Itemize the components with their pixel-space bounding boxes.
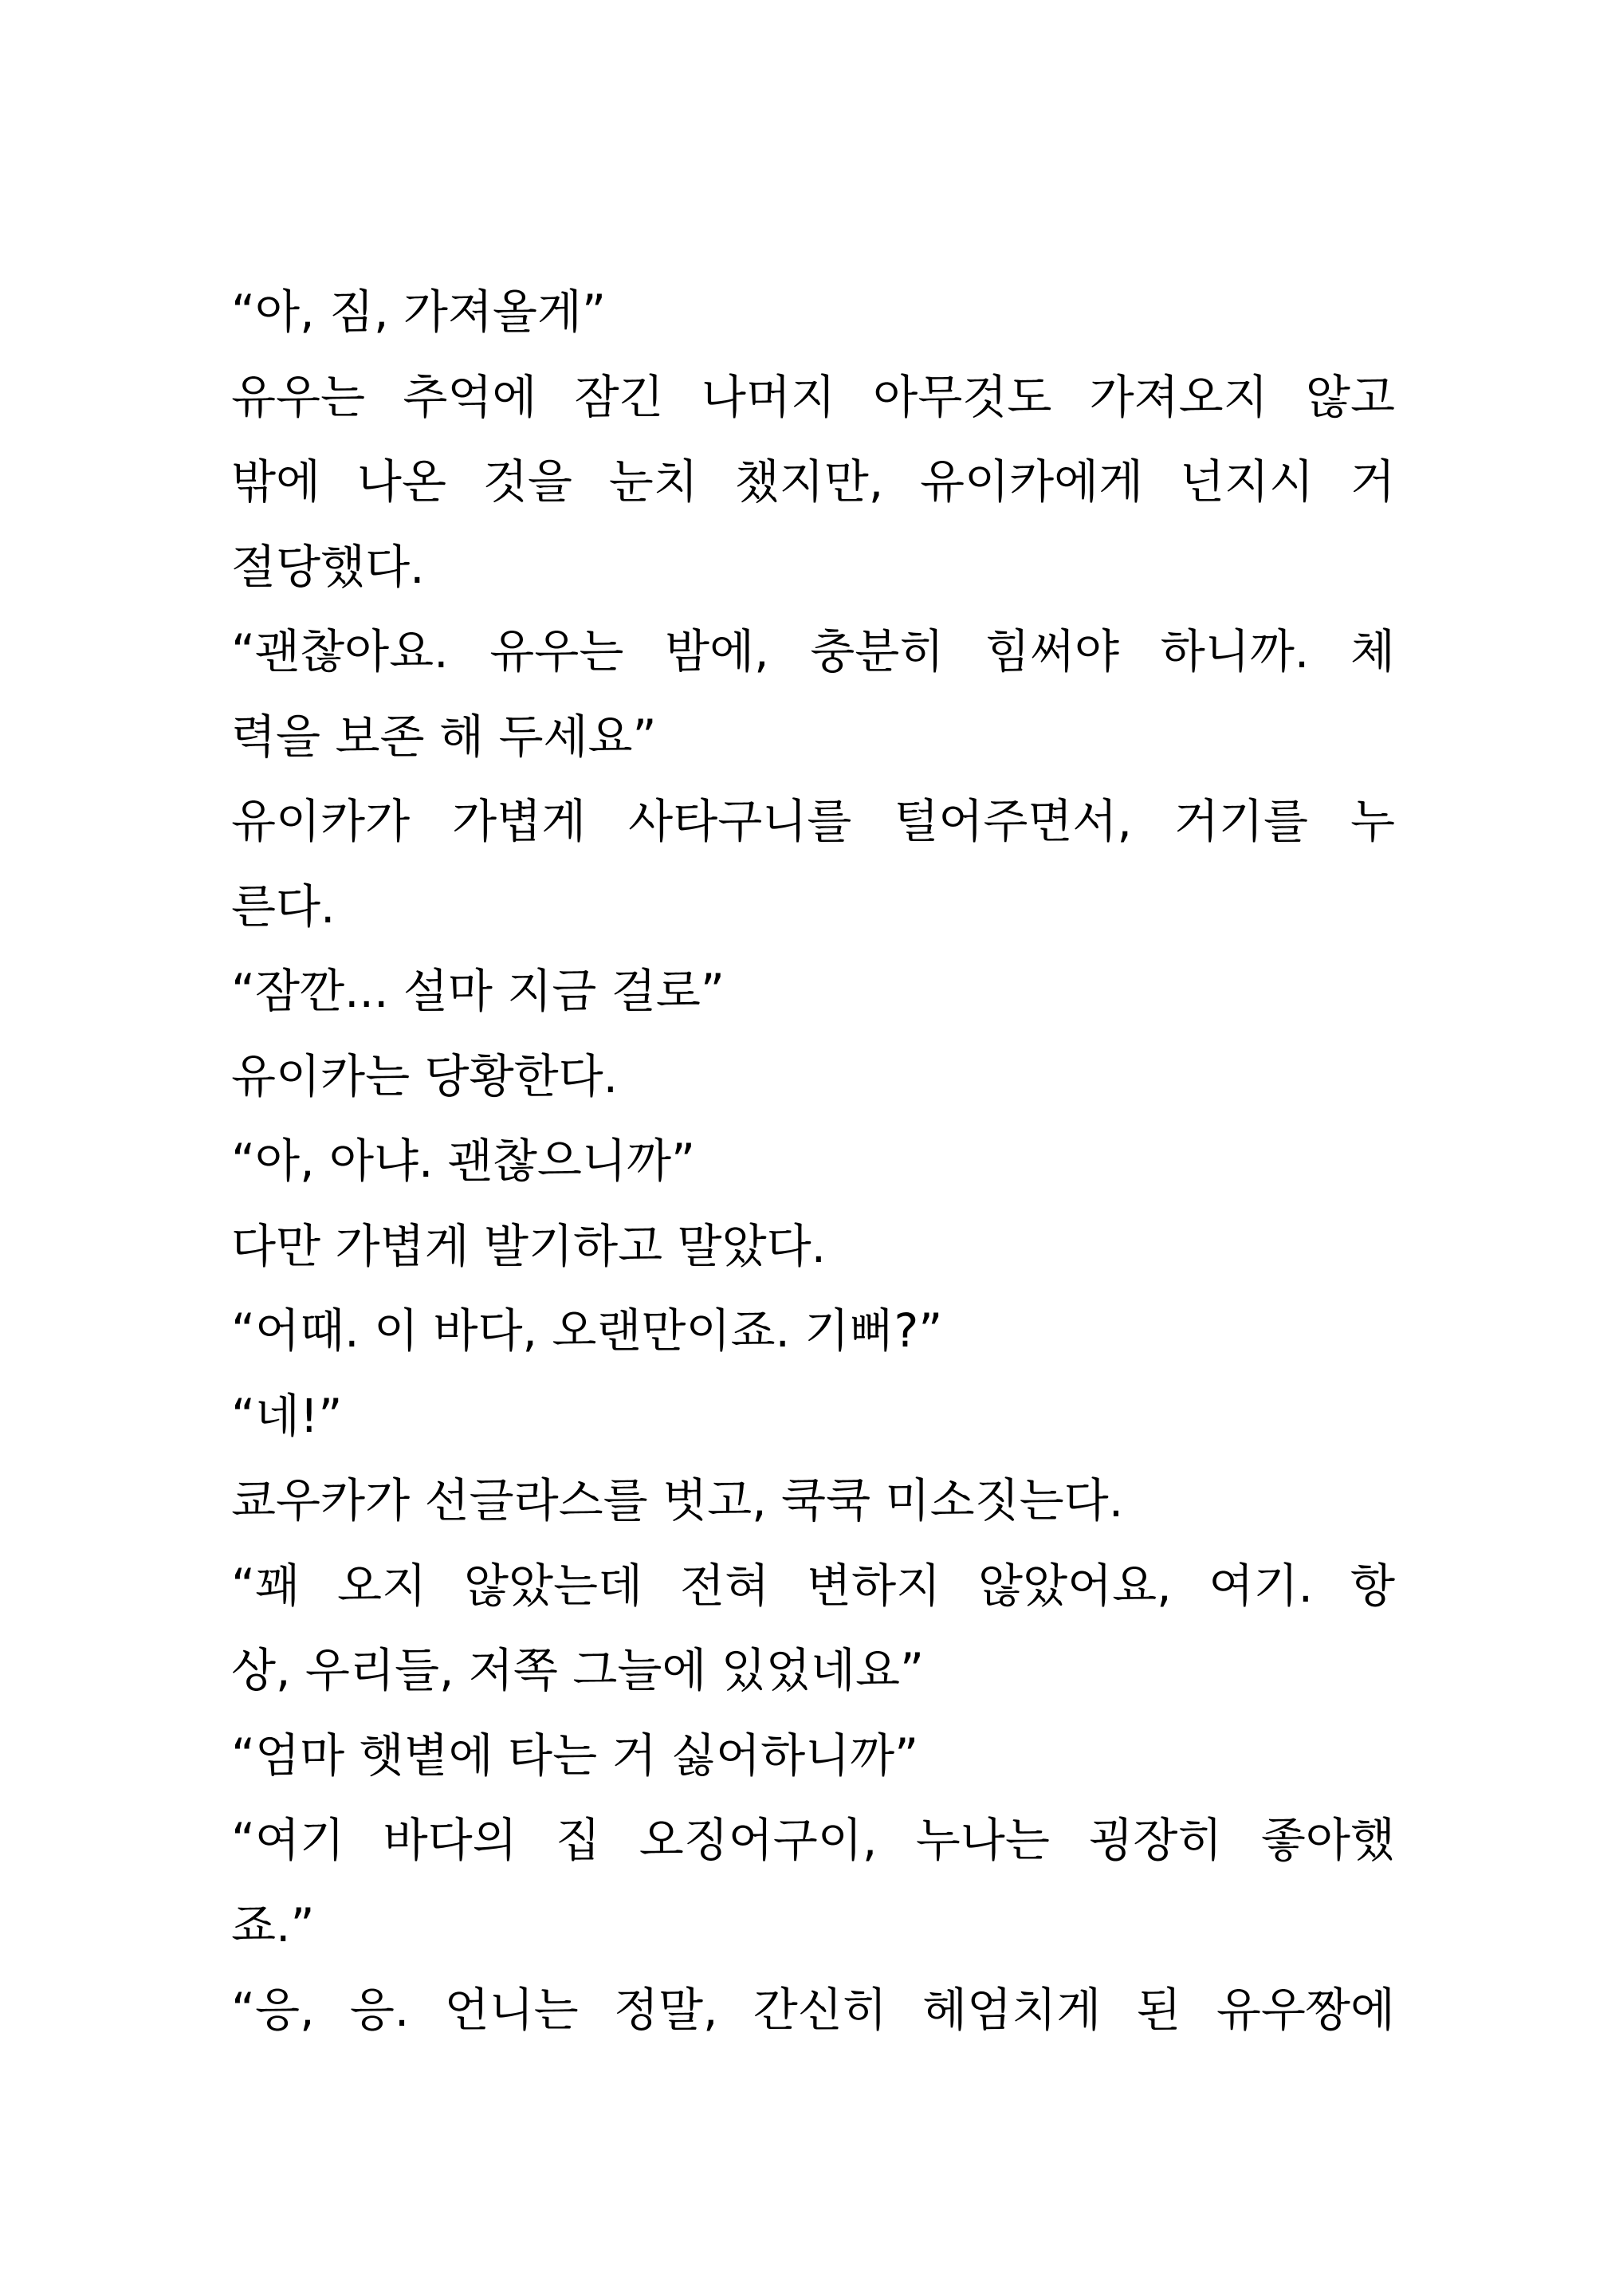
text-line: “네!”: [231, 1388, 343, 1443]
text-line: “아, 짐, 가져올게”: [231, 285, 607, 339]
body-text: [231, 269, 1395, 2053]
text-line: “괜찮아요. 유우는 밤에, 충분히 힘써야 하니까. 체: [231, 624, 1395, 678]
text-line: “엄마 햇볕에 타는 거 싫어하니까”: [231, 1728, 919, 1783]
text-line: “어때. 이 바다, 오랜만이죠. 기뻐?”: [231, 1303, 943, 1358]
text-line: 쿄우카가 선글라스를 벗고, 쿡쿡 미소짓는다.: [231, 1473, 1124, 1527]
text-line: 다만 가볍게 발기하고 말았다.: [231, 1218, 827, 1273]
text-line: 상, 우리들, 저쪽 그늘에 있었네요”: [231, 1643, 925, 1697]
text-line: “응, 응. 언니는 정말, 간신히 헤엄치게 된 유우짱에: [231, 1983, 1395, 2037]
text-line: 유이카는 당황한다.: [231, 1048, 619, 1103]
text-line: 죠.”: [231, 1897, 315, 1952]
text-line: “아, 아냐. 괜찮으니까”: [231, 1134, 696, 1188]
text-line: “잠깐... 설마 지금 걸로”: [231, 964, 725, 1018]
text-line: “여기 바다의 집 오징어구이, 누나는 굉장히 좋아했: [231, 1813, 1395, 1867]
text-line: “꽤 오지 않았는데 전혀 변하지 않았어요, 여기. 항: [231, 1558, 1395, 1613]
text-line: 유우는 추억에 잠긴 나머지 아무것도 가져오지 않고: [231, 369, 1395, 424]
text-line: 절당했다.: [231, 539, 425, 594]
text-line: 른다.: [231, 879, 336, 934]
text-line: 력을 보존 해 두세요”: [231, 709, 657, 764]
text-line: 밖에 나온 것을 눈치 챘지만, 유이카에게 넌지시 거: [231, 454, 1395, 509]
text-line: 유이카가 가볍게 사타구니를 털어주면서, 거기를 누: [231, 794, 1395, 848]
